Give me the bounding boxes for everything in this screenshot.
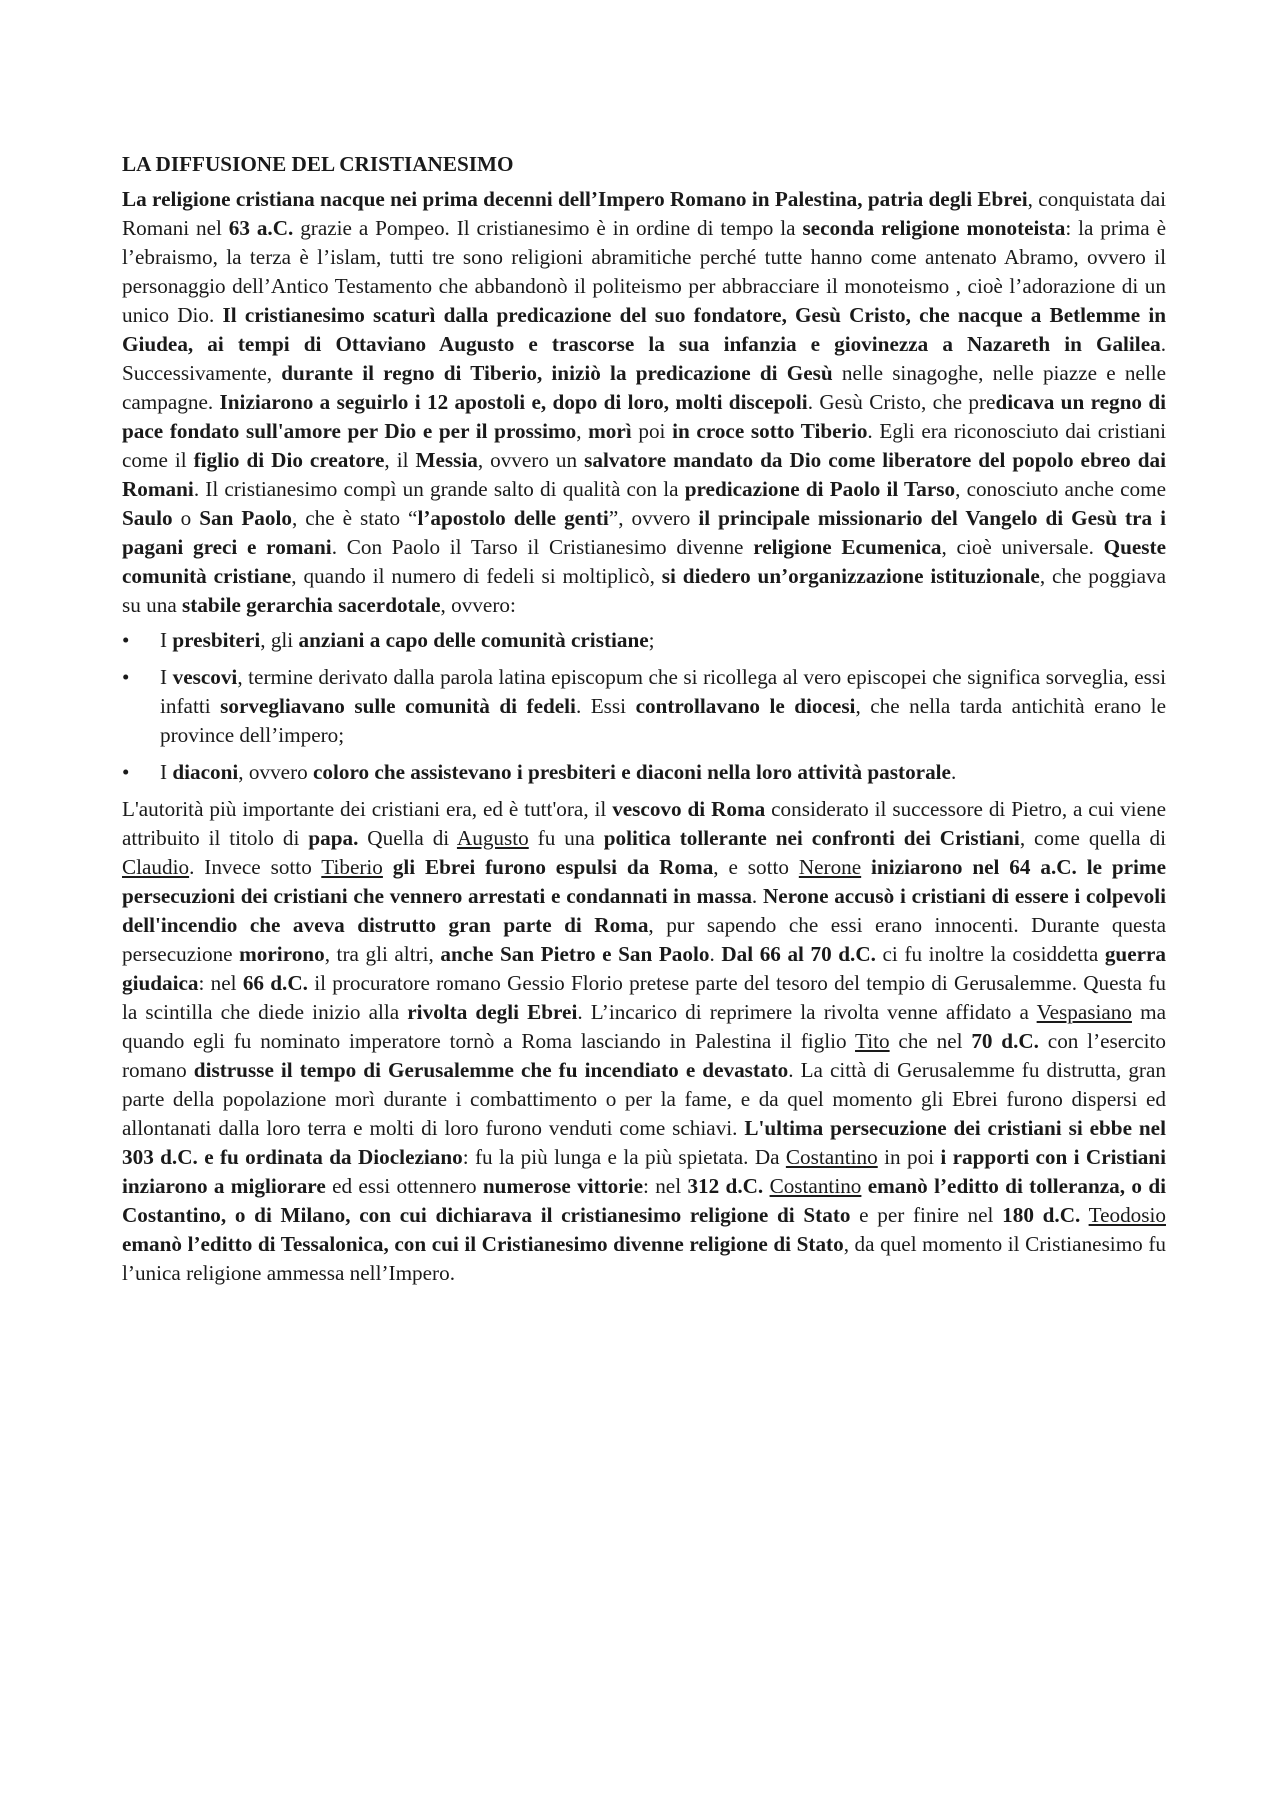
text-run: e per finire nel xyxy=(850,1203,1003,1227)
bold-text: guerra giudaica xyxy=(122,942,1166,995)
text-run: , il xyxy=(384,448,416,472)
text-run: . xyxy=(709,942,722,966)
text-run: il procuratore romano Gessio Florio pretese parte del tesoro del tempio di Gerusalemme. Questa fu la scintilla che diede inizio alla xyxy=(122,971,1166,1024)
bold-text: Messia xyxy=(415,448,478,472)
bullet-icon: • xyxy=(122,760,130,784)
bold-text: morirono xyxy=(239,942,325,966)
bold-text: presbiteri xyxy=(172,628,261,652)
text-run: , ovvero: xyxy=(440,593,516,617)
bold-text: religione Ecumenica xyxy=(753,535,942,559)
bold-text: controllavano le diocesi xyxy=(635,694,856,718)
text-run: poi xyxy=(631,419,673,443)
bold-text: 312 d.C. xyxy=(687,1174,764,1198)
bold-text: sorvegliavano sulle comunità di fedeli xyxy=(220,694,576,718)
bold-text: politica tollerante nei confronti dei Cristiani xyxy=(603,826,1020,850)
text-run: in poi xyxy=(877,1145,941,1169)
bold-text: anche San Pietro e San Paolo xyxy=(440,942,710,966)
bold-text: Saulo xyxy=(122,506,173,530)
bold-text: Il cristianesimo scaturì dalla predicazione del suo fondatore, Gesù Cristo, che nacque a Betlemme in Giudea, ai tempi di Ottaviano Augusto e trascorse la sua infanzia e giovinezza a Nazareth in Galilea xyxy=(122,303,1166,356)
text-run: : nel xyxy=(642,1174,688,1198)
text-run: . xyxy=(751,884,763,908)
text-run: , che poggiava su una xyxy=(122,564,1166,617)
bold-text: emanò l’editto di Tessalonica, con cui il Cristianesimo divenne religione di Stato xyxy=(122,1232,844,1256)
text-run: , termine derivato dalla parola latina episcopum che si ricollega al vero episcopei che significa sorveglia, essi infatti xyxy=(160,665,1166,718)
bold-text: L'ultima persecuzione dei cristiani si ebbe nel 303 d.C. e fu ordinata da Diocleziano xyxy=(122,1116,1166,1169)
bold-text: Queste comunità cristiane xyxy=(122,535,1166,588)
text-run: , xyxy=(576,419,589,443)
underlined-name: Nerone xyxy=(798,855,862,879)
text-run: : nel xyxy=(198,971,243,995)
bold-text: iniziarono nel 64 a.C. le prime persecuzioni dei cristiani che vennero arrestati e condannati in massa xyxy=(122,855,1166,908)
list-item-diaconi xyxy=(122,758,1166,787)
bold-text: vescovi xyxy=(172,665,238,689)
underlined-name: Teodosio xyxy=(1088,1203,1166,1227)
bold-text: predicazione di Paolo il Tarso xyxy=(684,477,956,501)
bold-text: anziani a capo delle comunità cristiane xyxy=(298,628,649,652)
text-run: . Egli era riconosciuto dai cristiani come il xyxy=(122,419,1167,472)
text-run: . Gesù Cristo, che pre xyxy=(807,390,996,414)
bold-text: Dal 66 al 70 d.C. xyxy=(721,942,876,966)
underlined-name: Costantino xyxy=(785,1145,878,1169)
bold-text: figlio di Dio creatore xyxy=(193,448,385,472)
text-run xyxy=(383,855,393,879)
text-run: , gli xyxy=(260,628,299,652)
text-run: ma quando egli fu nominato imperatore tornò a Roma lasciando in Palestina il figlio xyxy=(122,1000,1166,1053)
text-run: , ovvero un xyxy=(477,448,585,472)
text-run: I xyxy=(160,760,173,784)
paragraph-persecutions xyxy=(122,795,1166,1288)
bold-text: durante il regno di Tiberio, iniziò la predicazione di Gesù xyxy=(281,361,833,385)
text-run: , cioè universale. xyxy=(941,535,1104,559)
document-title: LA DIFFUSIONE DEL CRISTIANESIMO xyxy=(122,152,514,176)
text-run: , conquistata dai Romani nel xyxy=(122,187,1166,240)
text-run: , e sotto xyxy=(713,855,799,879)
text-run: . Successivamente, xyxy=(122,332,1166,385)
text-run: . Con Paolo il Tarso il Cristianesimo divenne xyxy=(331,535,754,559)
text-run: , che nella tarda antichità erano le province dell’impero; xyxy=(160,694,1166,747)
bold-text: stabile gerarchia sacerdotale xyxy=(182,593,441,617)
bold-text: 70 d.C. xyxy=(971,1029,1039,1053)
text-run: , come quella di xyxy=(1019,826,1166,850)
text-run xyxy=(1080,1203,1088,1227)
bold-text: i rapporti con i Cristiani inziarono a migliorare xyxy=(122,1145,1166,1198)
underlined-name: Tiberio xyxy=(321,855,383,879)
text-run: . Il cristianesimo compì un grande salto di qualità con la xyxy=(193,477,685,501)
text-run: Quella di xyxy=(358,826,457,850)
text-run: : la prima è l’ebraismo, la terza è l’islam, tutti tre sono religioni abramitiche perché tutte hanno come antenato Abramo, ovvero il personaggio dell’Antico Testamento che abbandonò il politeismo per abbracciare il monoteismo , cioè l’adorazione di un unico Dio. xyxy=(122,216,1166,327)
bold-text: salvatore mandato da Dio come liberatore del popolo ebreo dai Romani xyxy=(122,448,1167,501)
text-run: ci fu inoltre la cosiddetta xyxy=(875,942,1105,966)
text-run: che nel xyxy=(889,1029,972,1053)
bold-text: Nerone accusò i cristiani di essere i colpevoli dell'incendio che aveva distrutto gran parte di Roma xyxy=(122,884,1166,937)
hierarchy-list xyxy=(122,626,1166,787)
bold-text: 180 d.C. xyxy=(1002,1203,1081,1227)
bold-text: 63 a.C. xyxy=(228,216,294,240)
text-run: considerato il successore di Pietro, a cui viene attribuito il titolo di xyxy=(122,797,1166,850)
text-run: con l’esercito romano xyxy=(122,1029,1167,1082)
underlined-name: Claudio xyxy=(122,855,190,879)
underlined-name: Costantino xyxy=(769,1174,862,1198)
text-run: I xyxy=(160,665,173,689)
bold-text: coloro che assistevano i presbiteri e diaconi nella loro attività pastorale xyxy=(313,760,951,784)
text-run: ; xyxy=(648,628,655,652)
text-run: . Essi xyxy=(575,694,636,718)
bold-text: emanò l’editto di tolleranza, o di Costantino, o di Milano, con cui dichiarava il cristianesimo religione di Stato xyxy=(122,1174,1167,1227)
bold-text: San Paolo xyxy=(199,506,292,530)
text-run: ”, ovvero xyxy=(608,506,699,530)
text-run: . xyxy=(950,760,957,784)
text-run: . Invece sotto xyxy=(189,855,322,879)
text-run: ed essi ottennero xyxy=(325,1174,483,1198)
text-run: , ovvero xyxy=(238,760,314,784)
bold-text: rivolta degli Ebrei xyxy=(407,1000,578,1024)
list-item-presbiteri xyxy=(122,626,1166,655)
text-run: , pur sapendo che essi erano innocenti. Durante questa persecuzione xyxy=(122,913,1166,966)
text-run: fu una xyxy=(528,826,604,850)
bold-text: distrusse il tempo di Gerusalemme che fu incendiato e devastato xyxy=(193,1058,789,1082)
bold-text: numerose vittorie xyxy=(482,1174,643,1198)
underlined-name: Augusto xyxy=(456,826,529,850)
text-run: I xyxy=(160,628,173,652)
list-item-vescovi xyxy=(122,663,1166,750)
bold-text: gli Ebrei furono espulsi da Roma xyxy=(392,855,714,879)
bold-text: Iniziarono a seguirlo i 12 apostoli e, dopo di loro, molti discepoli xyxy=(219,390,808,414)
text-run: , quando il numero di fedeli si moltiplicò, xyxy=(291,564,662,588)
text-run: : fu la più lunga e la più spietata. Da xyxy=(462,1145,786,1169)
text-run: , tra gli altri, xyxy=(324,942,441,966)
bullet-icon: • xyxy=(122,665,130,689)
bold-text: papa. xyxy=(308,826,359,850)
bold-text: diaconi xyxy=(172,760,239,784)
bold-text: seconda religione monoteista xyxy=(802,216,1066,240)
bold-text: La religione cristiana nacque nei prima decenni dell’Impero Romano in Palestina, patria degli Ebrei xyxy=(122,187,1028,211)
text-run: L'autorità più importante dei cristiani era, ed è tutt'ora, il xyxy=(122,797,613,821)
text-run: grazie a Pompeo. Il cristianesimo è in ordine di tempo la xyxy=(293,216,803,240)
bold-text: 66 d.C. xyxy=(242,971,308,995)
text-run: . L’incarico di reprimere la rivolta venne affidato a xyxy=(577,1000,1037,1024)
text-run: . La città di Gerusalemme fu distrutta, gran parte della popolazione morì durante i combattimento o per la fame, e da quel momento gli Ebrei furono dispersi ed allontanati dalla loro terra e molti di loro furono venduti come schiavi. xyxy=(122,1058,1166,1140)
underlined-name: Vespasiano xyxy=(1036,1000,1132,1024)
paragraph-intro xyxy=(122,185,1166,620)
bold-text: morì xyxy=(588,419,632,443)
bold-text: dicava un regno di pace fondato sull'amore per Dio e per il prossimo xyxy=(122,390,1166,443)
text-run: , che è stato “ xyxy=(291,506,418,530)
text-run: o xyxy=(172,506,200,530)
bold-text: il principale missionario del Vangelo di Gesù tra i pagani greci e romani xyxy=(122,506,1166,559)
bold-text: vescovo di Roma xyxy=(612,797,766,821)
bold-text: l’apostolo delle genti xyxy=(417,506,609,530)
text-run: nelle sinagoghe, nelle piazze e nelle campagne. xyxy=(122,361,1166,414)
text-run: , da quel momento il Cristianesimo fu l’unica religione ammessa nell’Impero. xyxy=(122,1232,1166,1285)
bullet-icon: • xyxy=(122,628,130,652)
bold-text: in croce sotto Tiberio xyxy=(672,419,868,443)
underlined-name: Tito xyxy=(855,1029,890,1053)
bold-text: si diedero un’organizzazione istituzionale xyxy=(661,564,1040,588)
text-run xyxy=(861,855,871,879)
document-page xyxy=(122,150,1166,1288)
text-run: , conosciuto anche come xyxy=(955,477,1166,501)
